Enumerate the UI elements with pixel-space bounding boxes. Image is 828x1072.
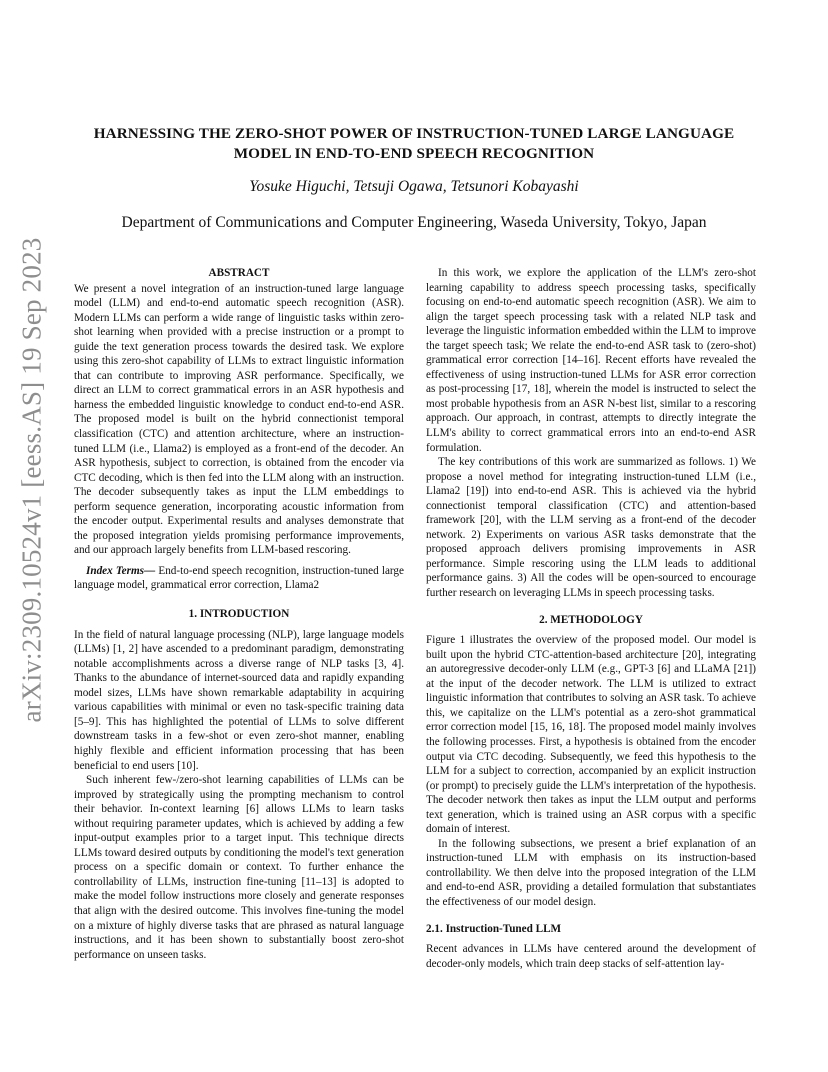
paper-authors: Yosuke Higuchi, Tetsuji Ogawa, Tetsunori Kobayashi xyxy=(249,178,579,195)
intro-heading: 1. INTRODUCTION xyxy=(188,608,290,621)
index-terms-label: Index Terms— xyxy=(86,564,156,577)
arxiv-stamp xyxy=(12,237,52,723)
paper-affiliation: Department of Communications and Computer Engineering, Waseda University, Tokyo, Japan xyxy=(121,214,707,231)
intro-paragraph-2: Such inherent few-/zero-shot learning capabilities of LLMs can be improved by strategically using the prompting mechanism to control their behavior. In-context learning [6] allows LLMs to learn tasks without requiring parameter updates, which is achieved by adding a few input-output examples prior to a target input. This technique directs LLMs toward desired outputs by conditioning the model's text generation process on a specific domain or context. To further enhance the controllability of LLMs, instruction fine-tuning [11–13] is adopted to make the model follow instructions more closely and generate responses that align with the desired outcome. This involves fine-tuning the model on a mixture of highly diverse tasks that are phrased as natural language instructions, and it has been shown to substantially boost zero-shot performance on unseen tasks. xyxy=(74,774,404,961)
paper-title: HARNESSING THE ZERO-SHOT POWER OF INSTRUCTION-TUNED LARGE LANGUAGE MODEL IN END-TO-END SPEECH RECOGNITION xyxy=(93,125,735,162)
method-paragraph-1: Figure 1 illustrates the overview of the proposed model. Our model is built upon the hybrid CTC-attention-based architecture [20], integrating an autoregressive decoder-only LLM (e.g., GPT-3 [6] and LLaMA [21]) at the input of the decoder network. The LLM is utilized to extract linguistic information that contributes to solving an ASR task. To achieve this, we capitalize on the LLM's potential as a zero-shot grammatical error correction model [15, 16, 18]. The proposed model mainly involves the following processes. First, a hypothesis is obtained from the encoder output via CTC decoding. Subsequently, we feed this hypothesis to the LLM for a subject to correction, accompanied by an explicit instruction (or prompt) to precisely guide the LLM's interpretation of the hypothesis. The decoder network then takes as input the LLM output and performs text generation, which is trained using an ASR corpus with a specific domain of interest. xyxy=(426,634,756,836)
intro-paragraph-1: In the field of natural language processing (NLP), large language models (LLMs) [1, 2] have ascended to a predominant paradigm, demonstrating notable accomplishments across a diverse range of NLP tasks [3, 4]. Thanks to the abundance of internet-sourced data and rapidly expanding model sizes, LLMs have shown remarkable adaptability in acquiring various capabilities with minimal or even no task-specific training data [5–9]. This has highlighted the potential of LLMs to solve different downstream tasks in a few-shot or even zero-shot manner, enabling highly flexible and efficient information processing that has been beneficial to end users [10]. xyxy=(74,628,404,772)
right-column xyxy=(426,266,756,971)
method-paragraph-2: In the following subsections, we present a brief explanation of an instruction-tuned LLM with emphasis on its instruction-based controllability. We then delve into the proposed integration of the LLM and end-to-end ASR, providing a detailed formulation that substantiates the effectiveness of our model design. xyxy=(426,837,756,908)
left-column xyxy=(74,266,404,962)
index-terms xyxy=(74,564,404,593)
abstract-text: We present a novel integration of an instruction-tuned large language model (LLM) and end-to-end automatic speech recognition (ASR). Modern LLMs can perform a wide range of linguistic tasks within zero-shot learning when provided with a precise instruction or a prompt to guide the text generation process towards the desired task. We explore using this zero-shot capability of LLMs to extract linguistic information that can contribute to improving ASR performance. Specifically, we direct an LLM to correct grammatical errors in an ASR hypothesis and harness the embedded linguistic knowledge to conduct end-to-end ASR. The proposed model is built on the hybrid connectionist temporal classification (CTC) and attention architecture, where an instruction-tuned LLM (i.e., Llama2) is employed as a front-end of the decoder. An ASR hypothesis, subject to correction, is obtained from the encoder via CTC decoding, which is then fed into the LLM along with an instruction. The decoder subsequently takes as input the LLM embeddings to perform sequence generation, incorporating acoustic information from the encoder output. Experimental results and analyses demonstrate that the proposed integration yields promising performance improvements, and our approach largely benefits from LLM-based rescoring. xyxy=(74,282,404,557)
intro-paragraph-4: The key contributions of this work are summarized as follows. 1) We propose a novel method for integrating instruction-tuned LLM (i.e., Llama2 [19]) into end-to-end ASR. This is achieved via the hybrid connectionist temporal classification (CTC) and attention-based framework [20], with the LLM serving as a front-end of the decoder network. 2) Experiments on various ASR tasks demonstrate that the proposed approach delivers promising improvements in ASR performance. Simple rescoring using the LLM leads to additional performance gains. 3) All the codes will be open-sourced to encourage further research on leveraging LLMs in speech processing tasks. xyxy=(426,456,756,600)
arxiv-stamp-text: arXiv:2309.10524v1 [eess.AS] 19 Sep 2023 xyxy=(16,237,47,723)
subsection-heading: 2.1. Instruction-Tuned LLM xyxy=(426,922,562,935)
index-terms-text: End-to-end speech recognition, instruction-tuned large language model, grammatical error correction, Llama2 xyxy=(74,564,404,592)
method-paragraph-3: Recent advances in LLMs have centered around the development of decoder-only models, which train deep stacks of self-attention lay- xyxy=(426,943,756,970)
methodology-heading: 2. METHODOLOGY xyxy=(539,613,643,626)
abstract-heading: ABSTRACT xyxy=(208,267,270,279)
intro-paragraph-3: In this work, we explore the application of the LLM's zero-shot learning capability to address speech processing tasks, specifically focusing on end-to-end automatic speech recognition (ASR). We aim to align the target speech processing task with a related NLP task and leverage the linguistic information embedded within the LLM to improve the target speech task; We relate the end-to-end ASR task to (zero-shot) grammatical error correction [14–16]. Recent efforts have revealed the effectiveness of using instruction-tuned LLMs for ASR error correction as post-processing [17, 18], wherein the model is instructed to select the most probable hypothesis from an ASR N-best list, similar to a rescoring approach. Our approach, in contrast, attempts to directly integrate the LLM's ability to correct grammatical errors into an end-to-end ASR formulation. xyxy=(426,267,756,454)
